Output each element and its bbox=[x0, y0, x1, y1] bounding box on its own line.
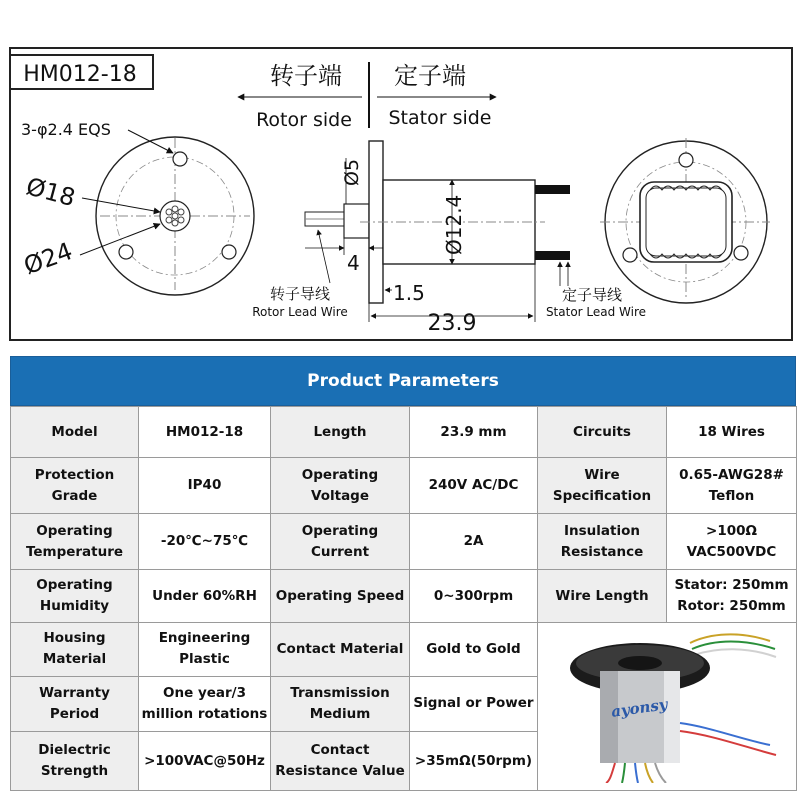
param-line: Housing bbox=[43, 630, 106, 647]
param-line: >100Ω bbox=[706, 522, 757, 539]
slip-ring-photo bbox=[540, 623, 796, 783]
param-line: Rotor: 250mm bbox=[677, 598, 786, 614]
param-label: Model bbox=[11, 407, 139, 458]
stator-lead-en: Stator Lead Wire bbox=[545, 305, 647, 319]
param-line: Resistance bbox=[560, 543, 644, 560]
param-label: Circuits bbox=[538, 407, 667, 458]
dim-23-9-label: 23.9 bbox=[427, 311, 477, 336]
model-box-label: HM012-18 bbox=[23, 62, 137, 87]
param-value: -20℃~75℃ bbox=[139, 514, 271, 570]
param-label bbox=[11, 623, 139, 677]
param-line: Temperature bbox=[25, 543, 124, 560]
param-value: >100VAC@50Hz bbox=[139, 732, 271, 791]
param-label bbox=[11, 732, 139, 791]
stator-lead-cn: 定子导线 bbox=[561, 286, 623, 304]
param-line: Engineering bbox=[158, 630, 251, 647]
param-value: 23.9 mm bbox=[410, 407, 538, 458]
param-label: Length bbox=[271, 407, 410, 458]
param-line: Teflon bbox=[708, 487, 755, 504]
param-line: Specification bbox=[552, 487, 652, 504]
param-line: Medium bbox=[309, 705, 371, 722]
param-value: Signal or Power bbox=[410, 676, 538, 732]
table-row bbox=[11, 458, 797, 514]
parameters-table bbox=[10, 406, 797, 791]
param-value bbox=[139, 623, 271, 677]
param-value: 2A bbox=[410, 514, 538, 570]
param-label: Operating Current bbox=[271, 514, 410, 570]
rotor-side-cn: 转子端 bbox=[270, 62, 342, 90]
param-line: VAC500VDC bbox=[686, 543, 777, 560]
param-line: Dielectric bbox=[38, 742, 111, 759]
stator-side-en: Stator side bbox=[388, 107, 492, 129]
param-line: Humidity bbox=[39, 598, 110, 614]
param-label: Wire Length bbox=[538, 570, 667, 623]
param-label: Warranty Period bbox=[11, 676, 139, 732]
param-line: Operating bbox=[36, 577, 113, 593]
param-label bbox=[271, 676, 410, 732]
param-line: One year/3 bbox=[163, 684, 246, 701]
param-line: Resistance Value bbox=[275, 763, 405, 780]
product-parameters bbox=[10, 356, 796, 791]
param-label bbox=[538, 514, 667, 570]
param-value: >35mΩ(50rpm) bbox=[410, 732, 538, 791]
technical-drawing bbox=[0, 0, 800, 345]
param-value: 240V AC/DC bbox=[410, 458, 538, 514]
param-line: Stator: 250mm bbox=[674, 577, 789, 593]
param-value bbox=[139, 676, 271, 732]
dim-1-5-label: 1.5 bbox=[393, 281, 425, 305]
param-value: IP40 bbox=[139, 458, 271, 514]
param-label bbox=[538, 458, 667, 514]
param-line: Wire bbox=[584, 466, 620, 483]
param-line: Strength bbox=[40, 763, 109, 780]
param-line: Material bbox=[42, 651, 107, 668]
table-row bbox=[11, 407, 797, 458]
dia-24-label: Ø24 bbox=[20, 236, 77, 281]
param-line: Plastic bbox=[179, 651, 230, 668]
param-label: Operating Speed bbox=[271, 570, 410, 623]
param-label: Protection Grade bbox=[11, 458, 139, 514]
param-line: Contact bbox=[310, 742, 370, 759]
param-value: 0~300rpm bbox=[410, 570, 538, 623]
holes-label: 3-φ2.4 EQS bbox=[21, 120, 111, 139]
param-label bbox=[271, 732, 410, 791]
dim-12-4-label: Ø12.4 bbox=[442, 194, 466, 255]
dia-18-label: Ø18 bbox=[23, 172, 79, 213]
table-row bbox=[11, 570, 797, 623]
param-value: 18 Wires bbox=[667, 407, 797, 458]
param-value bbox=[667, 570, 797, 623]
dim-4-label: 4 bbox=[347, 251, 360, 275]
rotor-lead-en: Rotor Lead Wire bbox=[252, 305, 348, 319]
stator-side-cn: 定子端 bbox=[394, 62, 466, 90]
photo-brand-text: ayonsy bbox=[610, 695, 669, 721]
param-value bbox=[667, 458, 797, 514]
table-row bbox=[11, 623, 797, 677]
param-label bbox=[11, 570, 139, 623]
param-label: Contact Material bbox=[271, 623, 410, 677]
param-line: million rotations bbox=[141, 705, 268, 722]
param-value: Under 60%RH bbox=[139, 570, 271, 623]
param-label bbox=[11, 514, 139, 570]
param-value: Gold to Gold bbox=[410, 623, 538, 677]
param-value bbox=[667, 514, 797, 570]
param-line: 0.65-AWG28# bbox=[679, 466, 784, 483]
param-value: HM012-18 bbox=[139, 407, 271, 458]
param-label: Operating Voltage bbox=[271, 458, 410, 514]
rotor-lead-cn: 转子导线 bbox=[269, 285, 331, 303]
product-photo-cell bbox=[538, 623, 797, 791]
param-line: Insulation bbox=[564, 522, 640, 539]
rotor-side-en: Rotor side bbox=[256, 109, 352, 131]
table-row bbox=[11, 514, 797, 570]
parameters-title: Product Parameters bbox=[10, 356, 796, 406]
param-line: Operating bbox=[36, 522, 113, 539]
param-line: Transmission bbox=[290, 684, 390, 701]
dim-5-label: Ø5 bbox=[341, 158, 363, 186]
